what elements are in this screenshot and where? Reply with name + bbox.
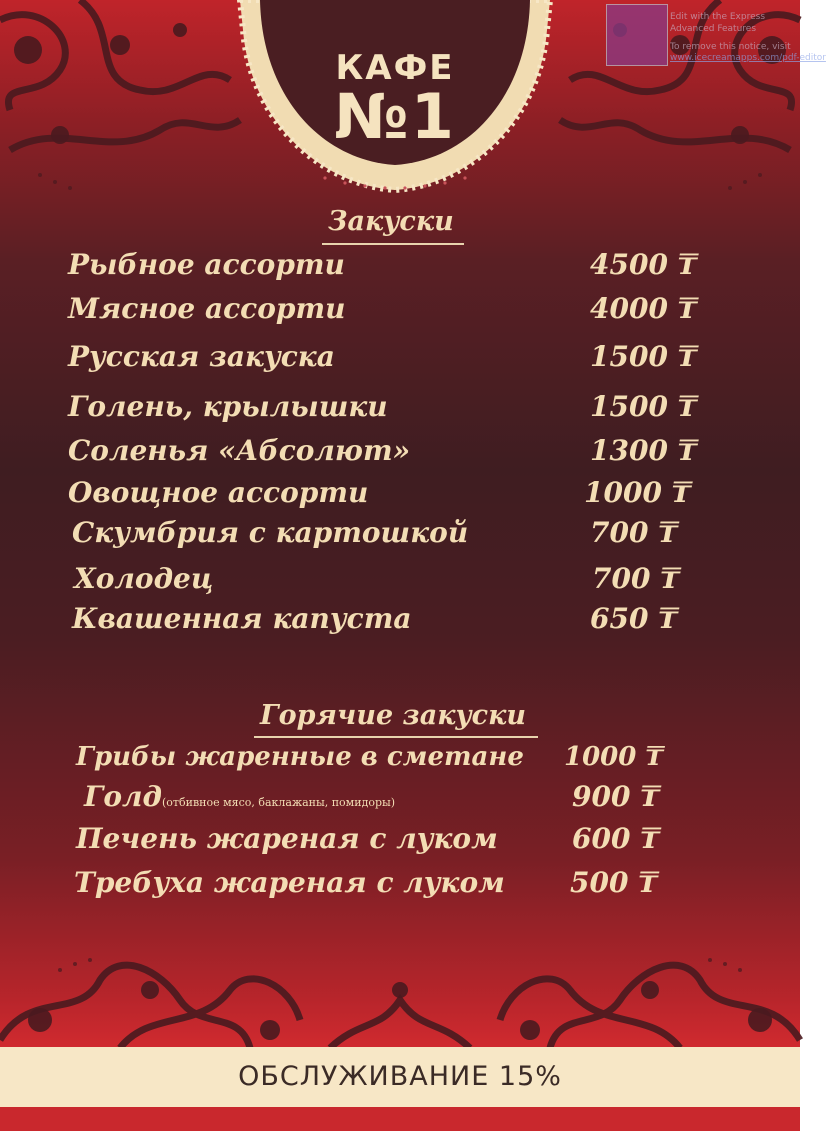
service-charge-band [0, 1047, 800, 1107]
item-name: Мясное ассорти [68, 292, 346, 325]
item-name: Холодец [74, 562, 214, 595]
menu-item [72, 602, 722, 636]
item-name: Русская закуска [68, 340, 335, 373]
item-price: 1000 ₸ [584, 476, 692, 509]
item-price: 1000 ₸ [564, 742, 664, 772]
item-name: Голень, крылышки [68, 390, 388, 423]
watermark-line-1: Edit with the Express [670, 12, 766, 22]
watermark-line-3: To remove this notice, visit [670, 42, 791, 52]
item-name: Квашенная капуста [72, 602, 412, 635]
item-name: Скумбрия с картошкой [72, 516, 469, 549]
section-underline-cold [322, 243, 464, 245]
item-name: Рыбное ассорти [68, 248, 345, 281]
menu-item [68, 476, 718, 510]
menu-item [68, 340, 718, 374]
section-title-hot: Горячие закуски [260, 700, 527, 731]
menu-item [76, 740, 716, 774]
editor-watermark [606, 4, 826, 68]
item-price: 700 ₸ [592, 562, 680, 595]
item-price: 900 ₸ [572, 780, 660, 813]
watermark-link[interactable]: www.icecreamapps.com/pdf-editor [670, 53, 826, 63]
cafe-label: КАФЕ [335, 48, 455, 88]
item-name: Грибы жаренные в сметане [76, 742, 524, 772]
menu-item [72, 516, 722, 550]
item-price: 500 ₸ [570, 866, 658, 899]
item-note: (отбивное мясо, баклажаны, помидоры) [161, 796, 396, 809]
menu-item [68, 390, 718, 424]
item-price: 4500 ₸ [590, 248, 698, 281]
item-price: 600 ₸ [572, 822, 660, 855]
item-name: Требуха жареная с луком [74, 866, 505, 899]
menu-item [74, 866, 714, 900]
menu-item [84, 780, 716, 814]
bottom-floral-ornament [0, 930, 800, 1048]
item-name: Овощное ассорти [68, 476, 369, 509]
item-name: Печень жареная с луком [76, 822, 498, 855]
item-price: 700 ₸ [590, 516, 678, 549]
footer-bottom-strip [0, 1107, 800, 1131]
item-name [84, 780, 395, 820]
item-price: 4000 ₸ [590, 292, 698, 325]
section-title-cold: Закуски [328, 206, 454, 237]
menu-item [68, 434, 718, 468]
cafe-logo-badge [215, 0, 575, 200]
menu-item [68, 248, 718, 282]
menu-item [74, 562, 724, 596]
watermark-line-2: Advanced Features [670, 24, 757, 34]
pdf-editor-logo-icon [606, 4, 668, 66]
item-price: 650 ₸ [590, 602, 678, 635]
item-price: 1500 ₸ [590, 340, 698, 373]
item-price: 1500 ₸ [590, 390, 698, 423]
section-underline-hot [254, 736, 538, 738]
menu-item [76, 822, 716, 856]
item-name-text: Голд [84, 780, 162, 813]
cafe-number: №1 [334, 80, 456, 153]
service-charge-label: ОБСЛУЖИВАНИЕ 15% [238, 1061, 562, 1092]
menu-item [68, 292, 718, 326]
item-name: Соленья «Абсолют» [68, 434, 411, 467]
item-price: 1300 ₸ [590, 434, 698, 467]
